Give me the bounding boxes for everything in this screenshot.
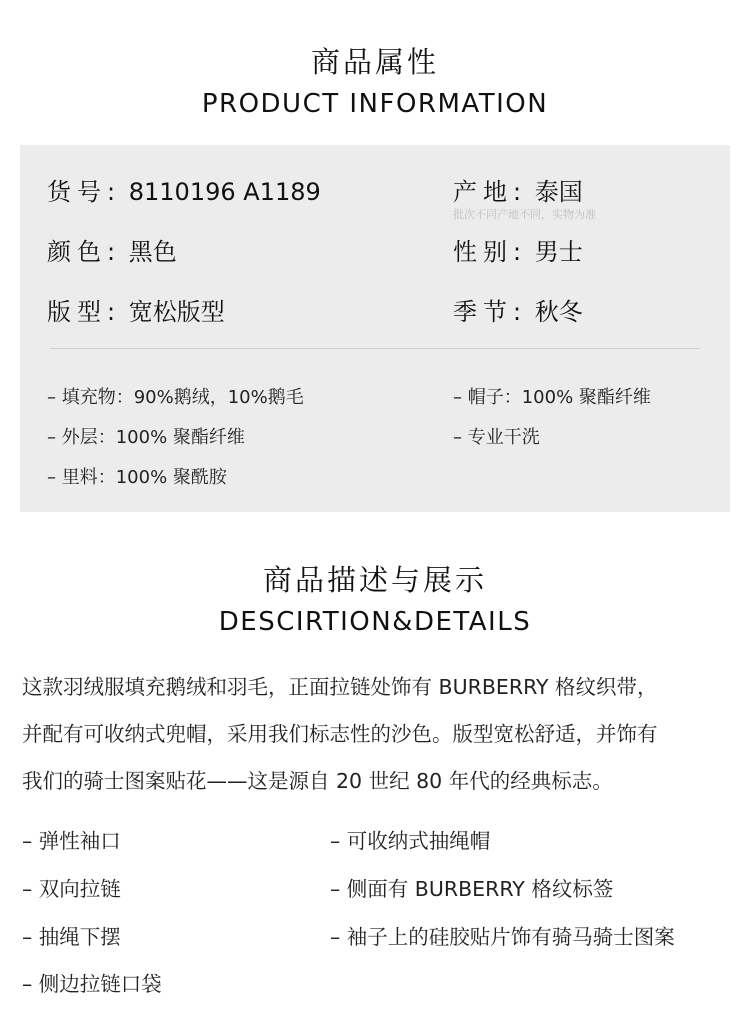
season-label: 季节: xyxy=(453,298,528,326)
feature-knight-patch: – 袖子上的硅胶贴片饰有骑马骑士图案 xyxy=(330,925,675,949)
attributes-title-zh: 商品属性 xyxy=(310,45,439,79)
feature-side-zip-pockets: – 侧边拉链口袋 xyxy=(22,972,162,996)
color-label: 颜色: xyxy=(47,238,122,266)
gender-field xyxy=(453,232,583,267)
item-no-value: 8110196 A1189 xyxy=(128,178,321,206)
feature-check-tab: – 侧面有 BURBERRY 格纹标签 xyxy=(330,877,614,901)
fit-field xyxy=(47,292,225,327)
gender-value: 男士 xyxy=(534,238,583,266)
spec-care: – 专业干洗 xyxy=(453,427,540,448)
description-title-en: DESCIRTION&DETAILS xyxy=(218,607,532,637)
feature-packable-hood: – 可收纳式抽绳帽 xyxy=(330,829,491,853)
color-field xyxy=(47,232,177,267)
origin-label: 产地: xyxy=(453,178,528,206)
spec-lining: – 里料：100% 聚酰胺 xyxy=(47,467,227,488)
feature-elastic-cuffs: – 弹性袖口 xyxy=(22,829,121,853)
fit-value: 宽松版型 xyxy=(128,298,225,326)
gender-label: 性别: xyxy=(453,238,528,266)
origin-note: 批次不同产地不同，实物为准 xyxy=(453,208,596,221)
spec-hood: – 帽子：100% 聚酯纤维 xyxy=(453,387,651,408)
season-value: 秋冬 xyxy=(534,298,583,326)
description-line-3: 我们的骑士图案贴花——这是源自 20 世纪 80 年代的经典标志。 xyxy=(22,769,613,793)
color-value: 黑色 xyxy=(128,238,177,266)
season-field xyxy=(453,292,583,327)
panel-divider xyxy=(50,348,700,349)
origin-field xyxy=(453,172,583,207)
feature-two-way-zip: – 双向拉链 xyxy=(22,877,121,901)
description-title-zh: 商品描述与展示 xyxy=(262,563,487,597)
spec-filling: – 填充物：90%鹅绒，10%鹅毛 xyxy=(47,387,304,408)
item-no-field xyxy=(47,172,321,207)
attributes-title-en: PRODUCT INFORMATION xyxy=(201,89,549,119)
spec-outer: – 外层：100% 聚酯纤维 xyxy=(47,427,245,448)
item-no-label: 货号: xyxy=(47,178,122,206)
fit-label: 版型: xyxy=(47,298,122,326)
feature-drawcord-hem: – 抽绳下摆 xyxy=(22,925,121,949)
product-info-panel xyxy=(20,145,730,512)
origin-value: 泰国 xyxy=(534,178,583,206)
description-line-1: 这款羽绒服填充鹅绒和羽毛，正面拉链处饰有 BURBERRY 格纹织带， xyxy=(22,675,658,699)
description-line-2: 并配有可收纳式兜帽，采用我们标志性的沙色。版型宽松舒适，并饰有 xyxy=(22,722,658,746)
